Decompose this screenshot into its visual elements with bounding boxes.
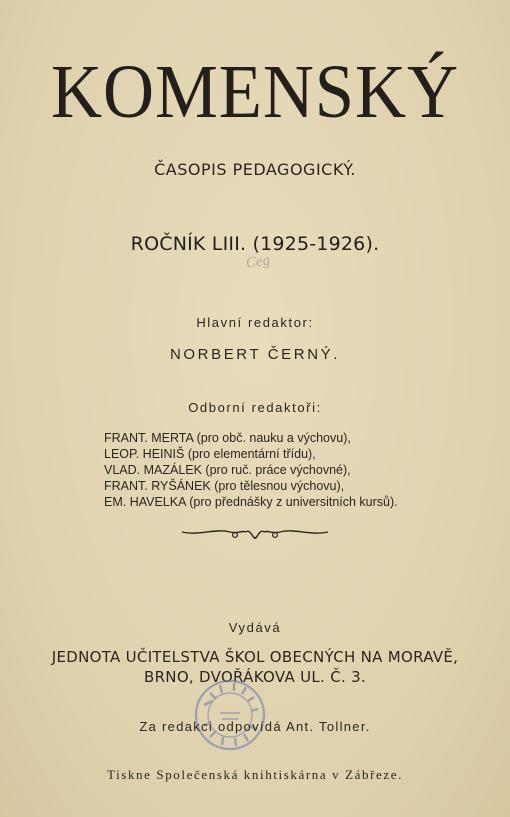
printer-line: Tiskne Společenská knihtiskárna v Zábřeze.: [107, 767, 403, 782]
journal-subtitle: ČASOPIS PEDAGOGICKÝ.: [154, 160, 356, 179]
journal-title: KOMENSKÝ: [50, 50, 459, 134]
editor-line: FRANT. MERTA (pro obč. nauku a výchovu),: [104, 431, 351, 445]
chief-editor-label: Hlavní redaktor:: [196, 315, 314, 330]
publisher-name: JEDNOTA UČITELSTVA ŠKOL OBECNÝCH NA MORAVĚ,: [51, 648, 459, 666]
responsible-editor: Za redakci odpovídá Ant. Tollner.: [139, 719, 371, 734]
editor-line: VLAD. MAZÁLEK (pro ruč. práce výchovné),: [104, 463, 351, 477]
editor-line: FRANT. RYŠÁNEK (pro tělesnou výchovu),: [104, 479, 345, 493]
editors-label: Odborní redaktoři:: [188, 400, 322, 415]
pencil-note: Ceg: [244, 252, 272, 272]
ornament-divider: [180, 522, 330, 542]
volume-line: ROČNÍK LIII. (1925-1926).: [130, 233, 380, 255]
editor-line: EM. HAVELKA (pro přednášky z universitních kursů).: [104, 495, 398, 509]
publisher-label: Vydává: [228, 620, 282, 635]
editor-line: LEOP. HEINIŠ (pro elementární třídu),: [104, 447, 316, 461]
chief-editor-name: NORBERT ČERNÝ.: [169, 346, 341, 363]
library-stamp: [190, 675, 270, 755]
editors-list: [104, 430, 398, 510]
publisher-address: BRNO, DVOŘÁKOVA UL. Č. 3.: [143, 668, 367, 686]
